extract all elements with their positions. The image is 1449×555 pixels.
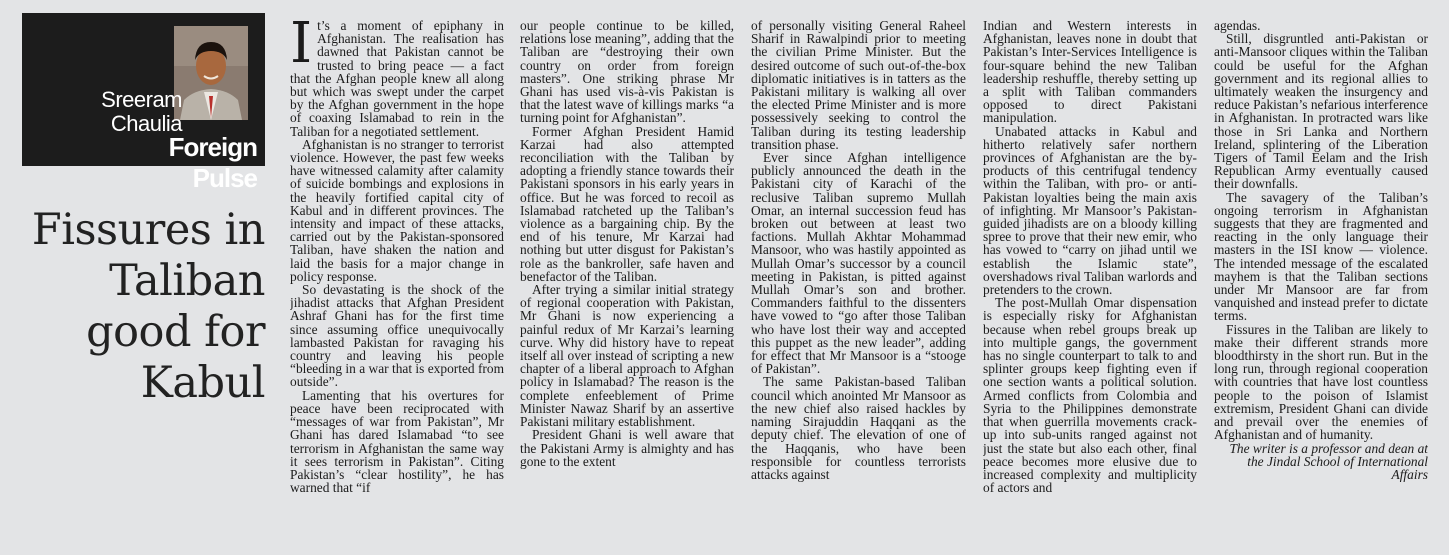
- article-column-2: [520, 19, 734, 539]
- paragraph: Indian and Western interests in Afghanistan, leaves none in doubt that Pakistan’s Inter-Services Intelligence is four-square behind the new Taliban leadership reshuffle, thereby setting up a split with Taliban commanders opposed to direct Pakistani manipulation.: [983, 19, 1197, 126]
- column-title: Foreign Pulse: [168, 132, 257, 193]
- paragraph: The savagery of the Taliban’s ongoing terrorism in Afghanistan suggests that they are fragmented and reacting in the only language their masters in the ISI know — violence. The intended message of the escalated mayhem is that the Taliban sections under Mr Mansoor are far from vanquished and instead prefer to dictate terms.: [1214, 189, 1428, 324]
- drop-cap: I: [290, 19, 313, 76]
- paragraph: agendas.: [1214, 19, 1261, 33]
- author-last-name: Chaulia: [110, 111, 182, 136]
- paragraph: So devastating is the shock of the jihadist attacks that Afghan President Ashraf Ghani has for the first time since assuming office unequivocally lambasted Pakistan for ravaging his country and leaving his people “bleeding in a war that is exported from outside”.: [290, 282, 504, 390]
- article-column-4: [983, 19, 1197, 539]
- headline-line: Kabul: [140, 358, 265, 408]
- paragraph: Fissures in the Taliban are likely to make their different strands more bloodthirsty in the short run. But in the long run, through regional cooperation with countries that have lost countless people to the poison of Islamist extremism, President Ghani can divide and prevail over the enemies of Afghanistan and of humanity.: [1214, 321, 1428, 443]
- paragraph: Afghanistan is no stranger to terrorist violence. However, the past few weeks have witnessed calamity after calamity of suicide bombings and explosions in the heavily fortified capital city of Kabul and in different provinces. The intensity and impact of these attacks, carried out by the Pakistan-sponsored Taliban, have shaken the nation and laid the basis for a major change in policy response.: [290, 136, 504, 284]
- paragraph: Still, disgruntled anti-Pakistan or anti-Mansoor cliques within the Taliban could be useful for the Afghan government and its regional allies to ultimately weaken the insurgency and reduce Pakistan’s nefarious interference in Afghanistan. In protracted wars like those in Sri Lanka and Northern Ireland, splintering of the Liberation Tigers of Tamil Eelam and the Irish Republican Army eventually caused their downfalls.: [1214, 31, 1428, 192]
- paragraph: Lamenting that his overtures for peace have been reciprocated with “messages of war from Pakistan”, Mr Ghani has dared Islamabad “to see terrorism in Afghanistan the same way it sees terrorism in Pakistan”. Citing Pakistan’s “clear hostility”, he has warned that “if: [290, 387, 504, 496]
- author-byline: The writer is a professor and dean at the Jindal School of International Affairs: [1229, 440, 1428, 482]
- author-portrait: [174, 26, 248, 120]
- headline-line: Fissures in: [31, 205, 265, 255]
- paragraph: It’s a moment of epiphany in Afghanistan. The realisation has dawned that Pakistan cannot be trusted to bring peace — a fact that the Afghan people knew all along but which was swept under the carpet by the Afghan government in the hope of coaxing Islamabad to rein in the Taliban for a negotiated settlement.: [290, 19, 504, 139]
- author-first-name: Sreeram: [101, 87, 182, 112]
- article-column-5: [1214, 19, 1428, 539]
- headline-line: Taliban: [109, 256, 265, 306]
- headline-line: good for: [86, 307, 265, 357]
- paragraph: The post-Mullah Omar dispensation is especially risky for Afghanistan because when rebel groups break up into multiple gangs, the government has no single counterpart to talk to and splinter groups keep fighting even if one section wants a political solution. Armed conflicts from Colombia and Syria to the Philippines demonstrate that when guerrilla movements crack-up into sub-units ranged against not just the state but also each other, final peace becomes more elusive due to increased complexity and multiplicity of actors and: [983, 295, 1197, 496]
- article-headline: [20, 205, 265, 409]
- paragraph: Ever since Afghan intelligence publicly announced the death in the Pakistani city of Karachi of the reclusive Taliban supremo Mullah Omar, an internal succession feud has broken out between at least two factions. Mullah Akhtar Mohammad Mansoor, who was hastily appointed as Mullah Omar’s successor by a council meeting in Pakistan, is pitted against Mullah Omar’s son and brother. Commanders faithful to the dissenters have vowed to “go after those Taliban who have lost their way and accepted this puppet as the new leader”, adding for effect that Mr Mansoor is a “stooge of Pakistan”.: [751, 150, 966, 377]
- paragraph: President Ghani is well aware that the Pakistani Army is almighty and has gone to the extent: [520, 427, 734, 469]
- article-column-1: [290, 19, 504, 539]
- paragraph: After trying a similar initial strategy of regional cooperation with Pakistan, Mr Ghani is now experiencing a painful redux of Mr Karzai’s learning curve. Why did history have to repeat itself all over instead of scripting a new chapter of a liberal approach to Afghan policy in Islamabad? The reason is the complete enfeeblement of Prime Minister Nawaz Sharif by an assertive Pakistani military establishment.: [520, 282, 734, 430]
- paragraph: The same Pakistan-based Taliban council which anointed Mr Mansoor as the new chief also raised hackles by naming Sirajuddin Haqqani as the deputy chief. The elevation of one of the Haqqanis, who have been responsible for countless terrorists attacks against: [751, 374, 966, 482]
- paragraph: Former Afghan President Hamid Karzai had also attempted reconciliation with the Taliban by adopting a friendly stance towards their Pakistani sponsors in his early years in office. But he was forced to recoil as Islamabad ratcheted up the Taliban’s violence as a bargaining chip. By the end of his tenure, Mr Karzai had nothing but utter disgust for Pakistan’s role as the bankroller, safe haven and benefactor of the Taliban.: [520, 123, 734, 284]
- author-name: [72, 88, 182, 136]
- paragraph: our people continue to be killed, relations lose meaning”, adding that the Taliban are “destroying their own country on order from foreign masters”. One striking phrase Mr Ghani has used vis-à-vis Pakistan is that the latest wave of killings marks “a turning point for Afghanistan”.: [520, 19, 734, 126]
- paragraph: Unabated attacks in Kabul and hitherto relatively safer northern provinces of Afghanistan are the by-products of this centrifugal tendency within the Taliban, with pro- or anti-Pakistan loyalties being the main axis of infighting. Mr Mansoor’s Pakistan-guided jihadists are on a bloody killing spree to prove that their new emir, who has vowed to “carry on jihad until we establish the Islamic state”, overshadows rival Taliban warlords and pretenders to the crown.: [983, 123, 1197, 298]
- column-header-box: [22, 13, 265, 193]
- author-photo-icon: [174, 26, 248, 120]
- paragraph: of personally visiting General Raheel Sharif in Rawalpindi prior to meeting the civilian Prime Minister. But the desired outcome of such out-of-the-box diplomatic initiatives is in tatters as the Pakistani military is walking all over the elected Prime Minister and is more possessively seeking to control the Taliban during its testing leadership transition phase.: [751, 19, 966, 152]
- article-column-3: [751, 19, 966, 539]
